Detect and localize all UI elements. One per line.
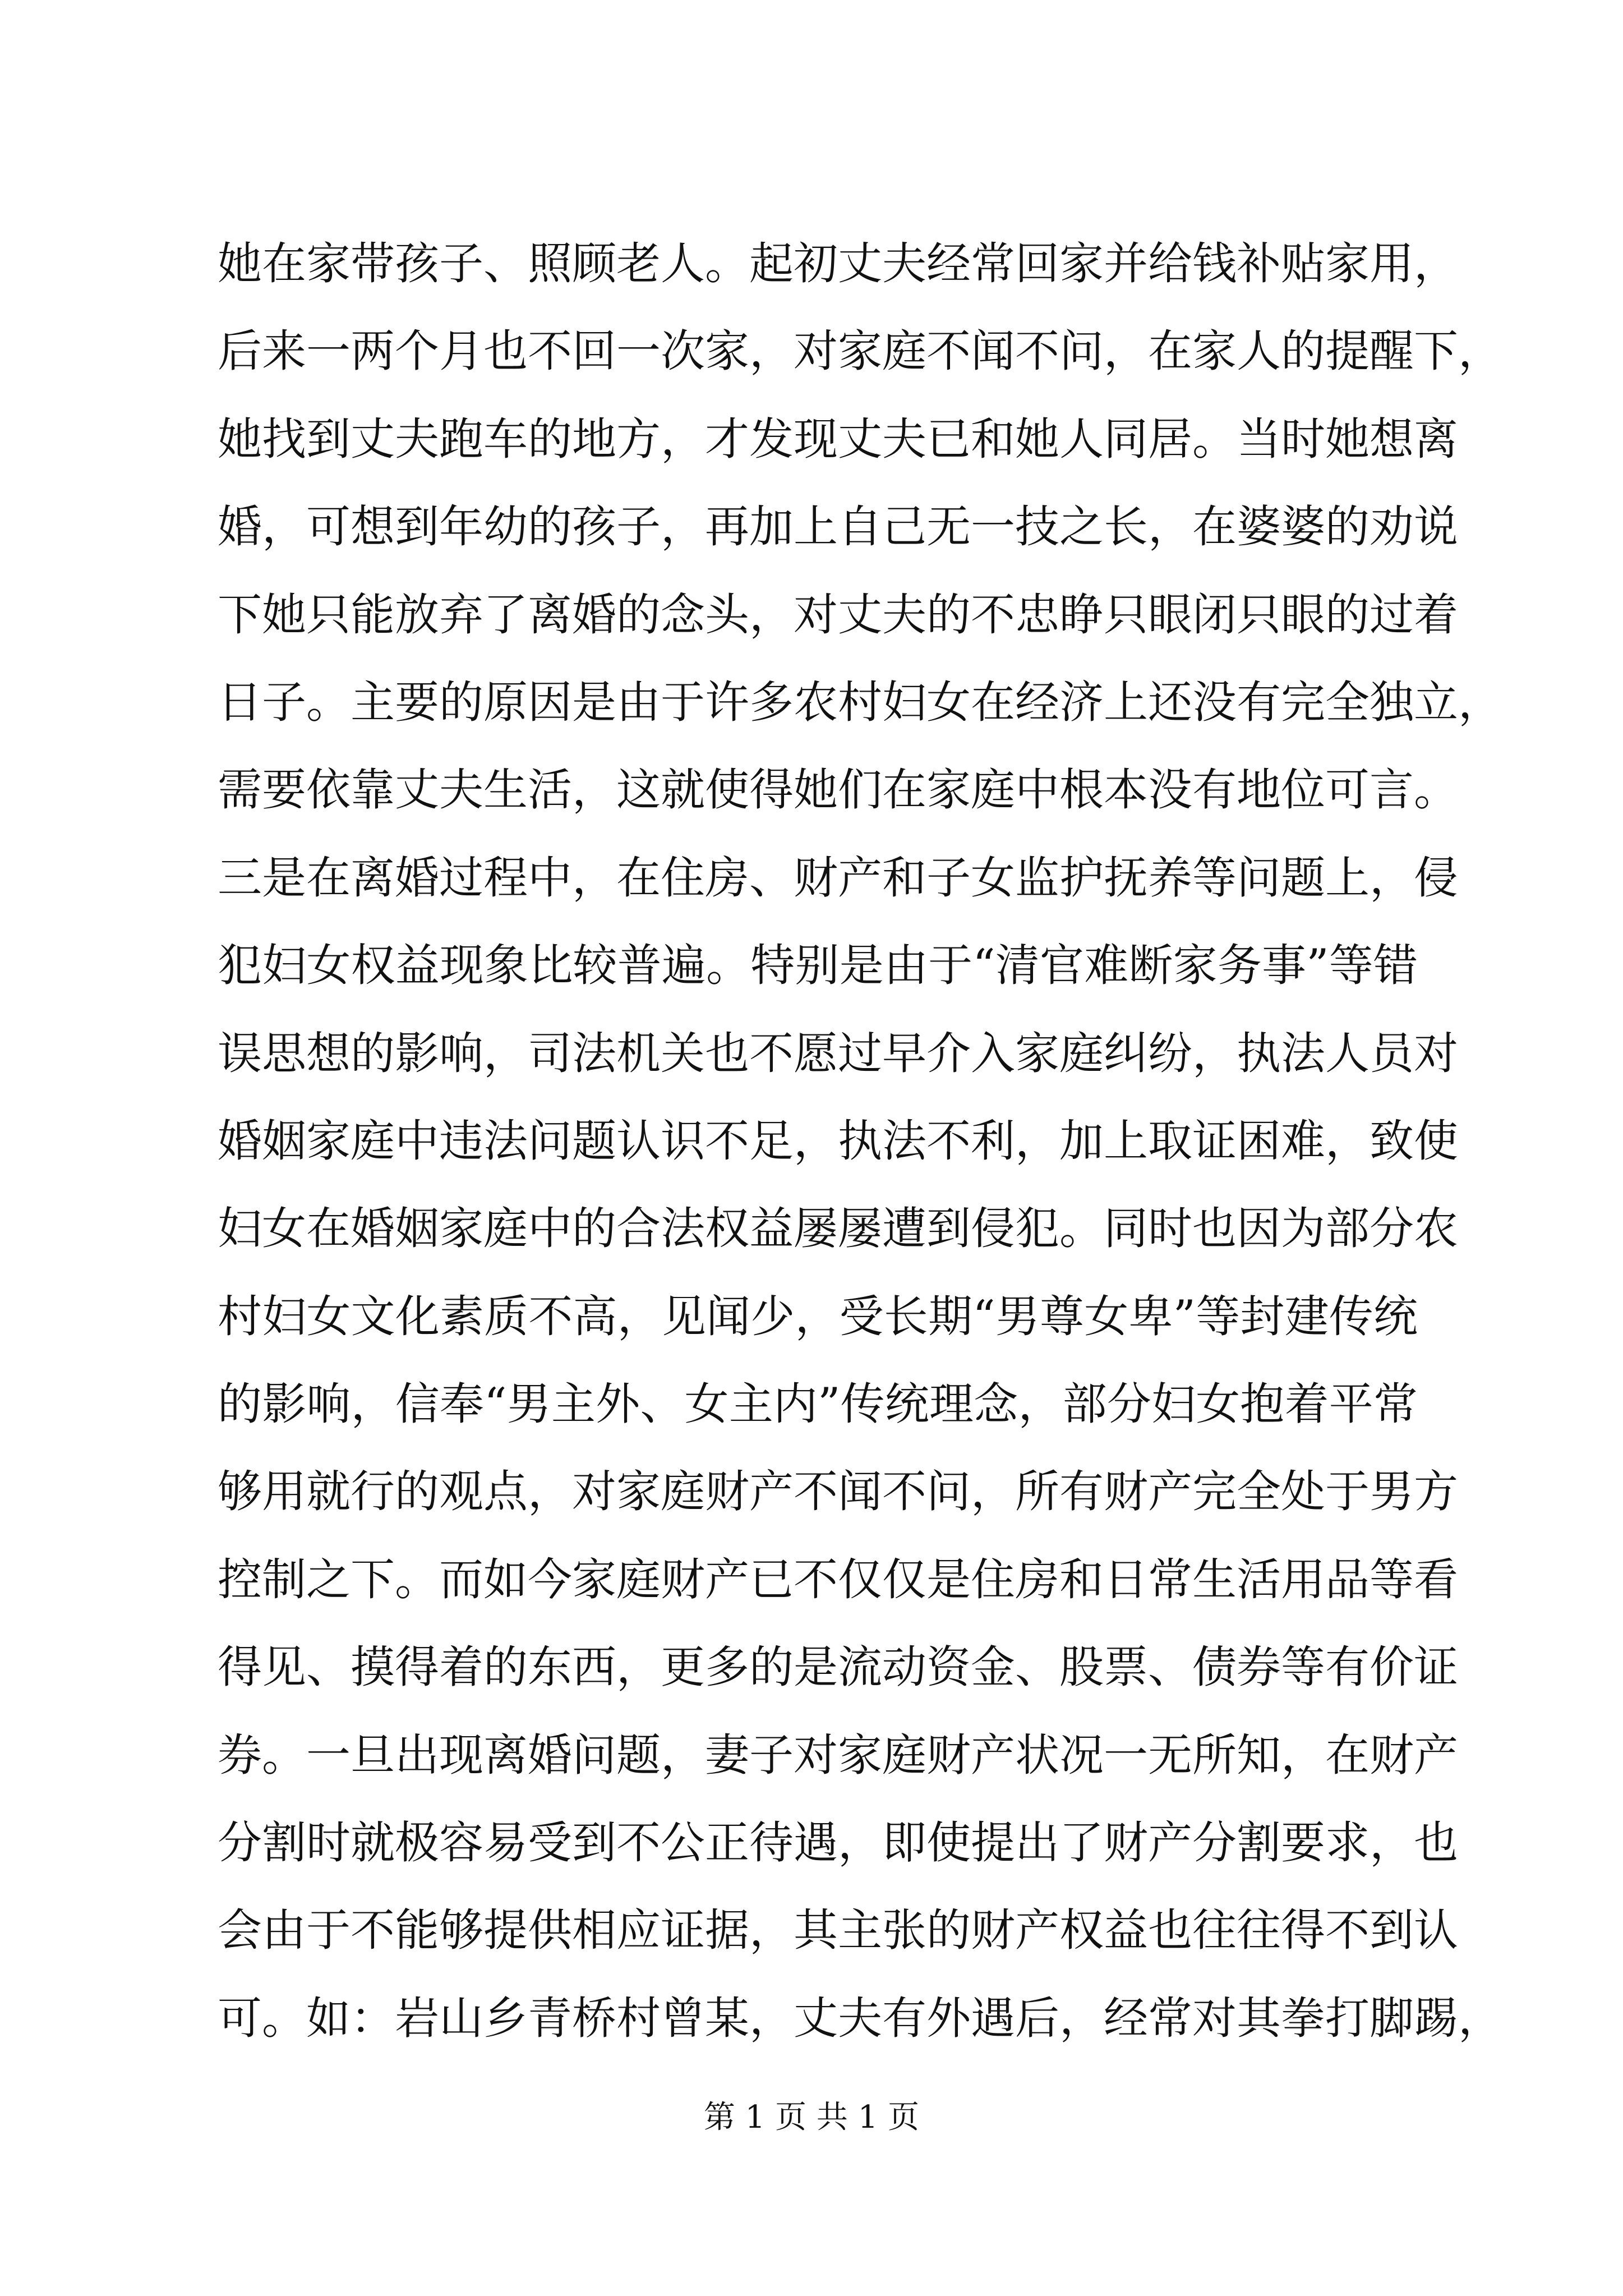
text-line: 犯妇女权益现象比较普遍。特别是由于“清官难断家务事”等错 bbox=[218, 940, 1418, 992]
text-line: 后来一两个月也不回一次家，对家庭不闻不问，在家人的提醒下， bbox=[218, 325, 1502, 378]
text-line: 可。如：岩山乡青桥村曾某，丈夫有外遇后，经常对其拳打脚踢， bbox=[218, 1992, 1502, 2044]
text-line: 妇女在婚姻家庭中的合法权益屡屡遭到侵犯。同时也因为部分农 bbox=[218, 1203, 1458, 1255]
text-line: 的影响，信奉“男主外、女主内”传统理念，部分妇女抱着平常 bbox=[218, 1378, 1418, 1430]
text-line: 够用就行的观点，对家庭财产不闻不问，所有财产完全处于男方 bbox=[218, 1466, 1458, 1518]
text-line: 村妇女文化素质不高，见闻少，受长期“男尊女卑”等封建传统 bbox=[218, 1290, 1418, 1342]
text-line: 下她只能放弃了离婚的念头，对丈夫的不忠睁只眼闭只眼的过着 bbox=[218, 588, 1458, 641]
text-line: 她在家带孩子、照顾老人。起初丈夫经常回家并给钱补贴家用， bbox=[218, 238, 1458, 289]
text-line: 日子。主要的原因是由于许多农村妇女在经济上还没有完全独立， bbox=[218, 676, 1502, 728]
text-line: 券。一旦出现离婚问题，妻子对家庭财产状况一无所知，在财产 bbox=[218, 1729, 1458, 1781]
text-line: 需要依靠丈夫生活，这就使得她们在家庭中根本没有地位可言。 bbox=[218, 764, 1458, 816]
text-line: 控制之下。而如今家庭财产已不仅仅是住房和日常生活用品等看 bbox=[218, 1553, 1458, 1605]
body-text bbox=[218, 220, 1502, 2062]
text-line: 误思想的影响，司法机关也不愿过早介入家庭纠纷，执法人员对 bbox=[218, 1027, 1458, 1079]
text-line: 三是在离婚过程中，在住房、财产和子女监护抚养等问题上，侵 bbox=[218, 852, 1458, 904]
text-line: 她找到丈夫跑车的地方，才发现丈夫已和她人同居。当时她想离 bbox=[218, 413, 1458, 465]
text-line: 分割时就极容易受到不公正待遇，即使提出了财产分割要求，也 bbox=[218, 1817, 1458, 1869]
text-line: 得见、摸得着的东西，更多的是流动资金、股票、债券等有价证 bbox=[218, 1641, 1458, 1694]
text-line: 会由于不能够提供相应证据，其主张的财产权益也往往得不到认 bbox=[218, 1904, 1458, 1957]
text-line: 婚，可想到年幼的孩子，再加上自己无一技之长，在婆婆的劝说 bbox=[218, 501, 1458, 553]
text-line: 婚姻家庭中违法问题认识不足，执法不利，加上取证困难，致使 bbox=[218, 1115, 1458, 1167]
page-footer: 第 1 页 共 1 页 bbox=[703, 2099, 920, 2136]
